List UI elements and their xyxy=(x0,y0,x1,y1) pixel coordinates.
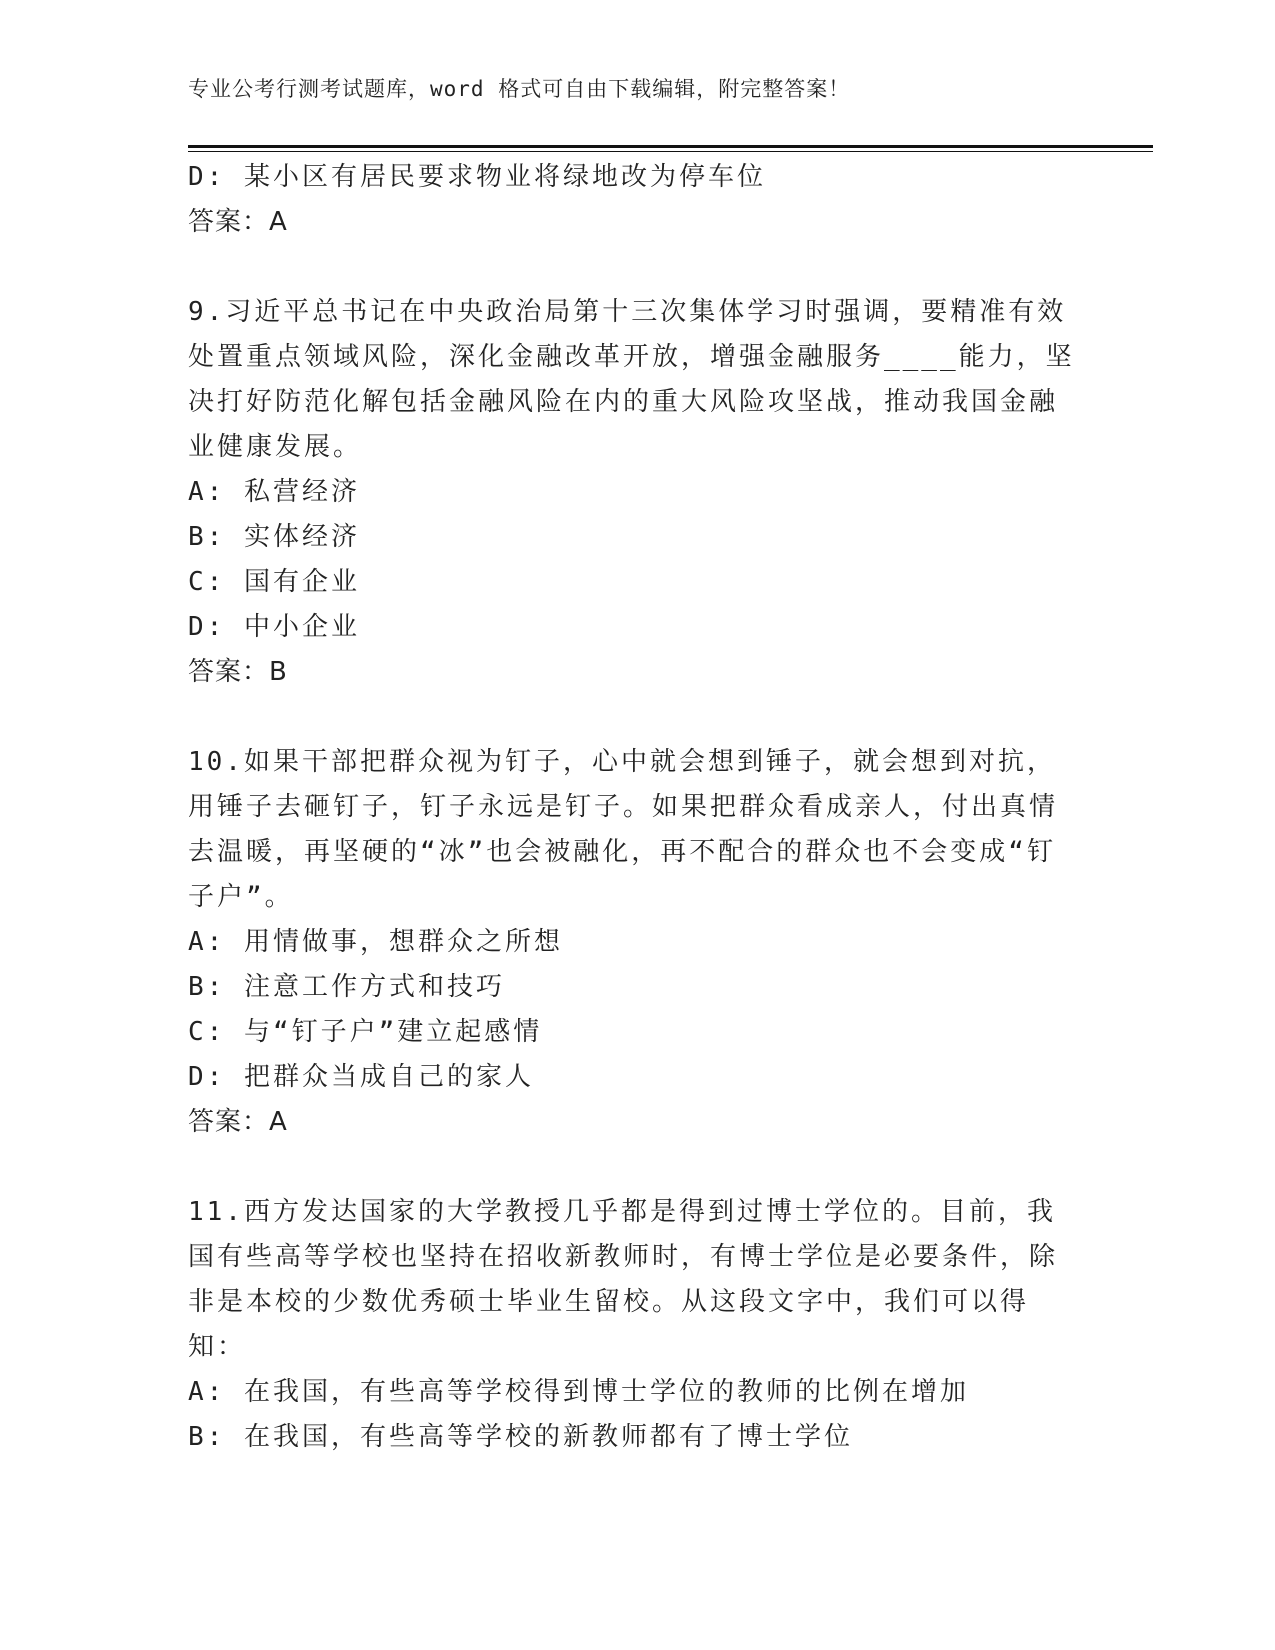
carryover-answer: 答案：A xyxy=(188,207,288,237)
question-9-option-c: C: 国有企业 xyxy=(188,567,360,597)
question-10-answer: 答案：A xyxy=(188,1107,288,1137)
spacer xyxy=(188,1145,1078,1190)
question-content xyxy=(188,155,1078,1460)
spacer xyxy=(188,695,1078,740)
spacer xyxy=(188,245,1078,290)
question-10-option-a: A: 用情做事，想群众之所想 xyxy=(188,927,563,957)
header-rule-thin xyxy=(188,151,1153,152)
question-9-option-d: D: 中小企业 xyxy=(188,612,360,642)
question-9-answer: 答案：B xyxy=(188,657,288,687)
question-10-option-b: B: 注意工作方式和技巧 xyxy=(188,972,505,1002)
question-10-option-d: D: 把群众当成自己的家人 xyxy=(188,1062,534,1092)
question-11-option-b: B: 在我国，有些高等学校的新教师都有了博士学位 xyxy=(188,1422,853,1452)
question-10-stem: 10.如果干部把群众视为钉子，心中就会想到锤子，就会想到对抗，用锤子去砸钉子，钉子永远是钉子。如果把群众看成亲人，付出真情去温暖，再坚硬的“冰”也会被融化，再不配合的群众也不会变成“钉子户”。 xyxy=(188,747,1059,912)
question-9-stem: 9.习近平总书记在中央政治局第十三次集体学习时强调，要精准有效处置重点领域风险，深化金融改革开放，增强金融服务____能力，坚决打好防范化解包括金融风险在内的重大风险攻坚战，推动我国金融业健康发展。 xyxy=(188,297,1075,462)
question-11-option-a: A: 在我国，有些高等学校得到博士学位的教师的比例在增加 xyxy=(188,1377,969,1407)
header-note: 专业公考行测考试题库，word 格式可自由下载编辑，附完整答案！ xyxy=(188,77,851,101)
header-rule-thick xyxy=(188,145,1153,148)
question-9-option-a: A: 私营经济 xyxy=(188,477,360,507)
question-9-option-b: B: 实体经济 xyxy=(188,522,360,552)
carryover-option-d: D: 某小区有居民要求物业将绿地改为停车位 xyxy=(188,162,766,192)
question-11-stem: 11.西方发达国家的大学教授几乎都是得到过博士学位的。目前，我国有些高等学校也坚持在招收新教师时，有博士学位是必要条件，除非是本校的少数优秀硕士毕业生留校。从这段文字中，我们可以得知： xyxy=(188,1197,1059,1362)
question-10-option-c: C: 与“钉子户”建立起感情 xyxy=(188,1017,543,1047)
